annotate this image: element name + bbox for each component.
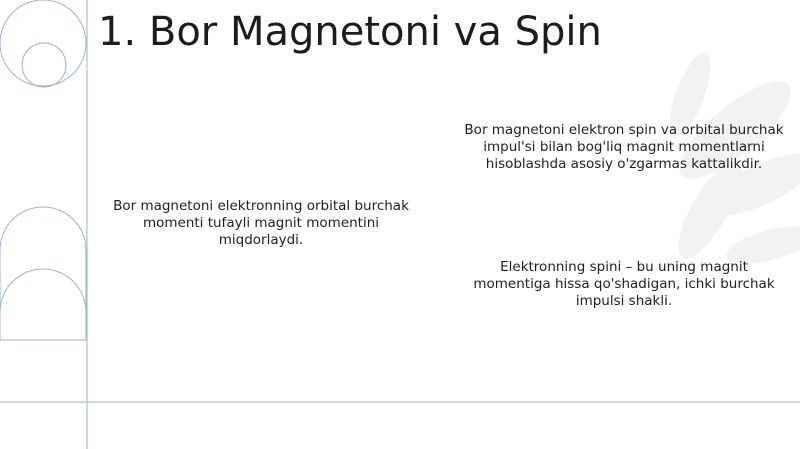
left-text-block: Bor magnetoni elektronning orbital burchak momenti tufayli magnit momentini miqdorlaydi. <box>113 198 409 248</box>
small-circle-outline <box>22 43 66 87</box>
right-text-block-2: Elektronning spini – bu uning magnit momentiga hissa qo'shadigan, ichki burchak impulsi shakli. <box>473 259 775 309</box>
right-text-block-1: Bor magnetoni elektron spin va orbital burchak impul'si bilan bog'liq magnit momentlarni hisoblashda asosiy o'zgarmas kattalikdir. <box>464 122 784 172</box>
slide-title: 1. Bor Magnetoni va Spin <box>98 9 602 55</box>
lower-arch-outline <box>0 269 86 312</box>
upper-arch-outline <box>0 207 86 250</box>
